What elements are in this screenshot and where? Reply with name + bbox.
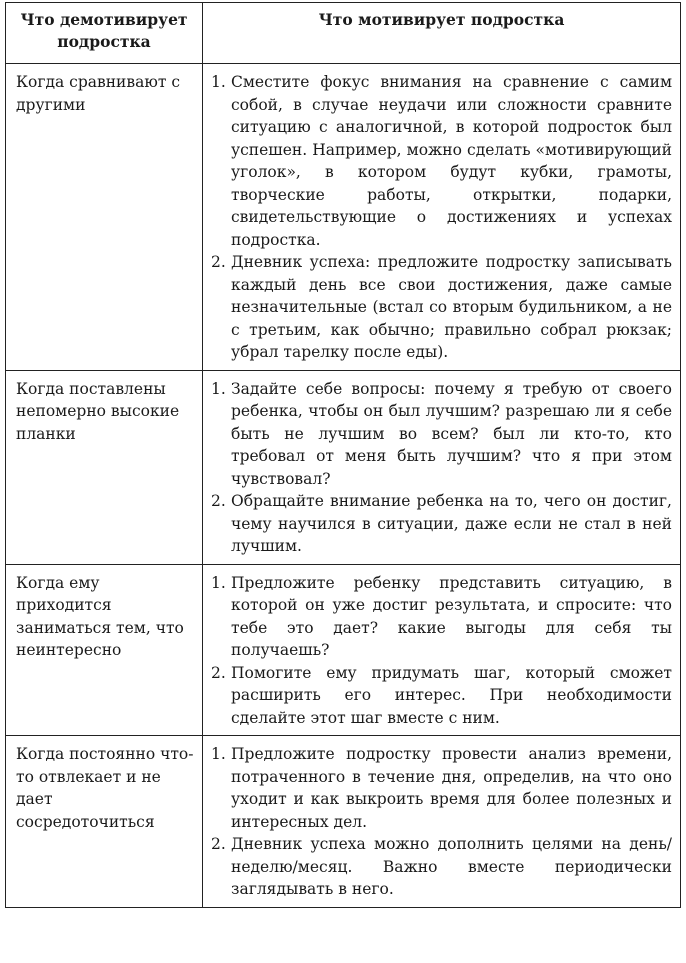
list-item — [209, 378, 672, 491]
condition-cell — [6, 564, 203, 736]
header-demotivates: Что демотивирует подростка — [6, 3, 203, 64]
list-item — [209, 490, 672, 558]
motivation-table — [5, 2, 681, 908]
header-motivates: Что мотивирует подростка — [203, 3, 681, 64]
condition-text: Когда постоянно что-то отвлекает и не дает сосредоточиться — [16, 745, 194, 831]
table-row — [6, 564, 681, 736]
condition-text: Когда ему приходится заниматься тем, что неинтересно — [16, 573, 184, 659]
list-item — [209, 743, 672, 833]
item-text: Задайте себе вопросы: почему я требую от своего ребенка, чтобы он был лучшим? разрешаю ли я себе быть не лучшим во всем? был ли кто-то, кто требовал от меня быть лучшим? что я при этом чувствовал? — [231, 379, 672, 488]
condition-text: Когда поставлены непомерно высокие планки — [16, 379, 180, 443]
item-number: 2. — [211, 835, 226, 853]
item-number: 1. — [211, 573, 226, 592]
table-row — [6, 736, 681, 908]
list-item — [209, 572, 672, 662]
actions-list — [209, 71, 672, 364]
condition-cell — [6, 736, 203, 908]
table-row — [6, 64, 681, 371]
item-number: 1. — [211, 745, 226, 763]
item-text: Дневник успеха: предложите подростку записывать каждый день все свои достижения, даже самые незначительные (встал со вторым будильником, а не с третьим, как обычно; правильно собрал рюкзак; убрал тарелку после еды). — [231, 253, 672, 361]
item-text: Обращайте внимание ребенка на то, чего он достиг, чему научился в ситуации, даже если не стал в ней лучшим. — [231, 492, 672, 555]
list-item — [209, 662, 672, 730]
item-number: 1. — [211, 73, 226, 91]
item-text: Помогите ему придумать шаг, который сможет расширить его интерес. При необходимости сделайте этот шаг вместе с ним. — [231, 663, 672, 727]
condition-cell — [6, 64, 203, 371]
actions-list — [209, 378, 672, 558]
list-item — [209, 251, 672, 364]
item-number: 2. — [211, 492, 226, 510]
item-text: Сместите фокус внимания на сравнение с самим собой, в случае неудачи или сложности сравните ситуацию с аналогичной, в которой подросток был успешен. Например, можно сделать «мотивирующий уголок», в котором будут кубки, грамоты, творческие работы, открытки, подарки, свидетельствующие о достижениях и успехах подростка. — [231, 73, 672, 249]
table-header-row — [6, 3, 681, 64]
actions-cell — [203, 370, 681, 564]
actions-cell — [203, 564, 681, 736]
item-text: Дневник успеха можно дополнить целями на день/неделю/месяц. Важно вместе периодически заглядывать в него. — [231, 835, 672, 898]
condition-text: Когда сравнивают с другими — [16, 73, 181, 114]
item-text: Предложите ребенку представить ситуацию, в которой он уже достиг результата, и спросите: что тебе это дает? какие выгоды для себя ты получаешь? — [231, 573, 672, 659]
item-number: 2. — [211, 253, 226, 271]
actions-list — [209, 743, 672, 901]
table-row — [6, 370, 681, 564]
actions-cell — [203, 64, 681, 371]
item-number: 1. — [211, 379, 226, 398]
list-item — [209, 833, 672, 901]
actions-list — [209, 572, 672, 730]
item-number: 2. — [211, 663, 226, 682]
condition-cell — [6, 370, 203, 564]
list-item — [209, 71, 672, 251]
item-text: Предложите подростку провести анализ времени, потраченного в течение дня, определив, на что оно уходит и как выкроить время для более полезных и интересных дел. — [231, 745, 672, 831]
actions-cell — [203, 736, 681, 908]
